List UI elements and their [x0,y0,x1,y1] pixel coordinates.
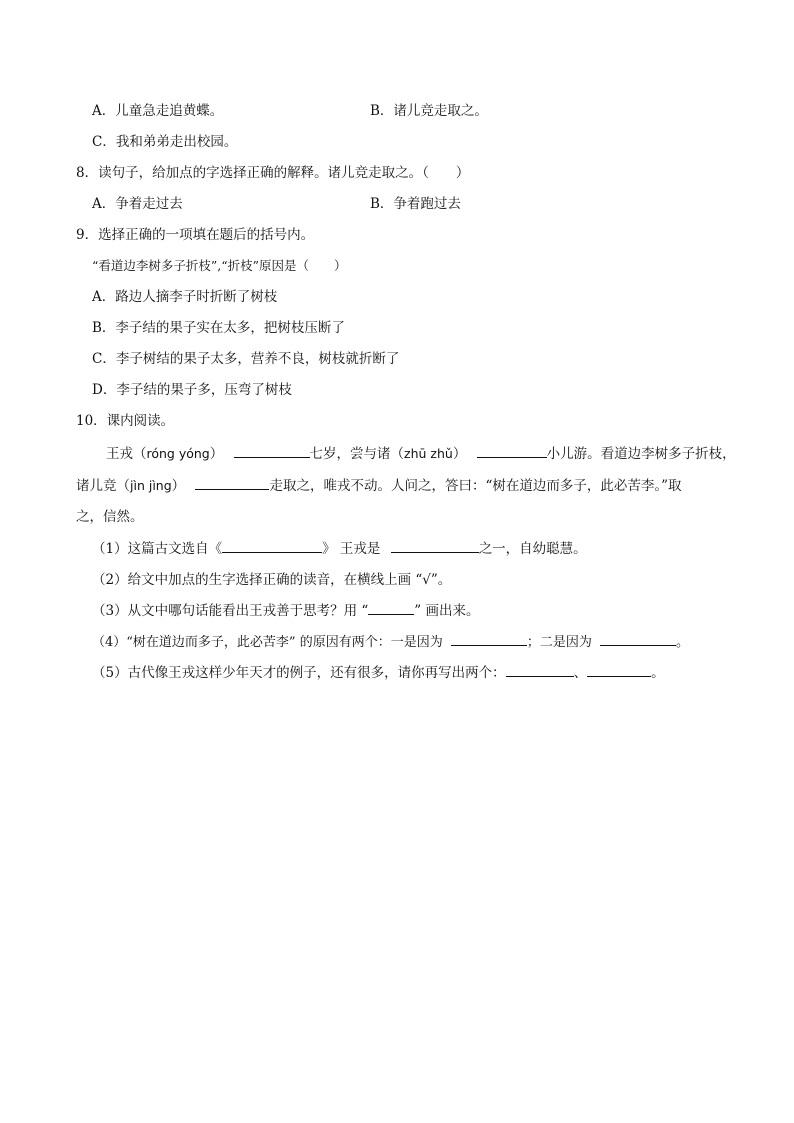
q10-stem: 10．课内阅读。 [76,413,175,429]
answer-blank[interactable] [477,445,547,458]
passage-text: ） [171,478,186,494]
q9-option-a: A．路边人摘李子时折断了树枝 [92,289,278,305]
sub-question-text: ；二是因为 [526,635,592,650]
sub-question-text: （4）“树在道边而多子，此必苦李” 的原因有两个：一是因为 [92,635,443,650]
q9-sub-question: “看道边李树多子折枝”,“折枝”原因是（ ） [92,258,347,273]
sub-question-text: ” 画出来。 [414,603,480,619]
sub-question-text: （1）这篇古文选自《 [92,541,223,557]
answer-blank[interactable] [600,633,676,646]
answer-blank[interactable] [587,664,651,677]
answer-blank[interactable] [234,445,310,458]
passage-text: ） [452,446,467,462]
q10-sub-2: （2）给文中加点的生字选择正确的读音，在横线上画 “√”。 [92,572,452,588]
pinyin-option: róng yóng [146,446,210,461]
sub-question-text: 、 [573,665,588,681]
passage-text: 走取之，唯戎不动。人问之，答曰：“树在道边而多子，此必苦李。”取 [269,478,682,494]
sub-question-text: （3）从文中哪句话能看出王戎善于思考？用 “ [92,603,369,619]
passage-text: 七岁，尝与诸（ [309,446,405,462]
answer-blank[interactable] [506,664,574,677]
passage-line-3: 之，信然。 [76,509,144,525]
sub-question-text: 。 [676,635,690,650]
q8-option-b: B．争着跑过去 [370,196,461,212]
q10-sub-4 [92,633,689,652]
answer-blank[interactable] [451,633,527,646]
sub-question-text: （5）古代像王戎这样少年天才的例子，还有很多，请你再写出两个： [92,665,506,681]
q10-sub-1 [92,540,587,558]
passage-text: 小儿游。看道边李树多子折枝， [546,446,736,462]
answer-blank[interactable] [391,540,479,553]
answer-blank[interactable] [222,540,322,553]
q9-option-c: C．李子树结的果子太多，营养不良，树枝就折断了 [92,351,400,367]
q10-sub-3 [92,602,480,620]
q10-sub-5 [92,664,665,682]
pinyin-option: jìn jìng [130,478,172,493]
passage-text: 诸儿竞（ [76,478,130,494]
underline-sample [368,602,414,615]
sub-question-text: 。 [651,665,665,681]
q8-option-a: A．争着走过去 [92,196,183,212]
answer-blank[interactable] [195,477,269,490]
passage-text: 王戎（ [106,446,147,462]
q9-option-d: D．李子结的果子多，压弯了树枝 [92,382,292,398]
sub-question-text: 之一，自幼聪慧。 [478,541,587,557]
q7-option-c: C．我和弟弟走出校园。 [92,134,238,150]
q8-stem: 8．读句子，给加点的字选择正确的解释。诸儿竞走取之。（ ） [76,165,470,181]
q9-stem: 9．选择正确的一项填在题后的括号内。 [76,227,315,243]
pinyin-option: zhū zhǔ [404,446,453,461]
q7-option-a: A．儿童急走追黄蝶。 [92,103,224,119]
passage-text: ） [209,446,224,462]
q9-option-b: B．李子结的果子实在太多，把树枝压断了 [92,320,345,336]
q7-option-b: B．诸儿竞走取之。 [370,103,488,119]
passage-line-1 [106,445,736,463]
passage-line-2 [76,477,682,495]
sub-question-text: 》 王戎是 [322,541,381,557]
